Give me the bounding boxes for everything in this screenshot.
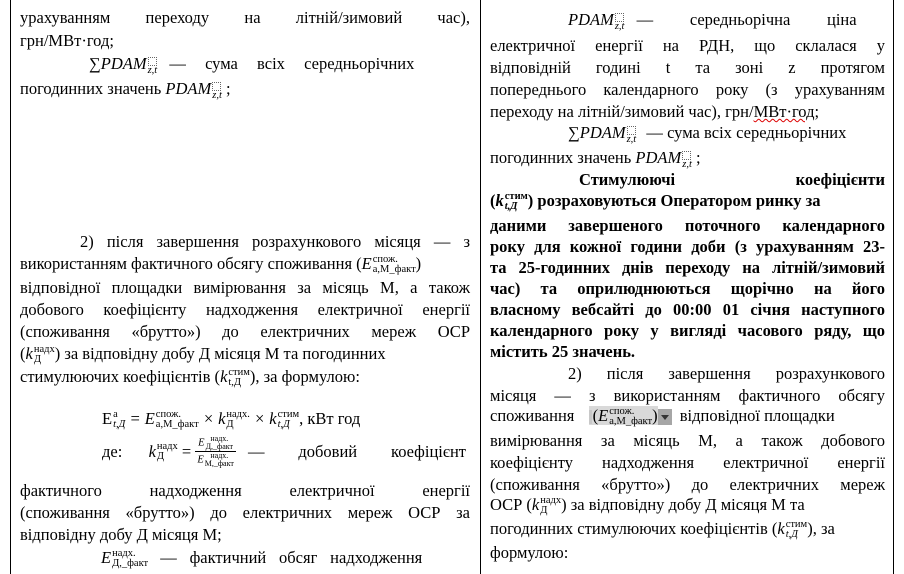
sum-definition-line <box>89 53 470 76</box>
paragraph-line: попереднього календарного року (з урахуванням <box>490 80 885 99</box>
sum-definition-line-2: погодинних значень PDAM z,t ; <box>20 79 231 101</box>
formula-coefficient: де: k надх Д = E надх. Д,_факт E надх. М,_факт — добовий коефіцієнт <box>102 434 466 468</box>
paragraph-line: використанням фактичного обсягу споживання (E спож. а,М_факт ) <box>20 254 422 276</box>
paragraph-line: (споживання «брутто») до електричних мереж ОСР за <box>20 503 470 522</box>
price-definition-line: PDAM z,t — середньорічна ціна <box>568 10 857 32</box>
paragraph-line: E надх. Д,_факт — фактичний обсяг надходження <box>101 548 423 570</box>
bold-paragraph-line: календарного року у вигляді часового ряду, що <box>490 321 885 340</box>
bold-paragraph-line: (k стим t,Д ) розраховуються Оператором ринку за <box>490 191 821 213</box>
paragraph-line: фактичного надходження електричної енергії <box>20 481 470 500</box>
paragraph-line: грн/МВт·год; <box>20 31 114 50</box>
paragraph-line: (споживання «брутто») до електричних мереж ОСР <box>20 322 470 341</box>
paragraph-line: урахуванням переходу на літній/зимовий час), <box>20 8 470 27</box>
bold-paragraph-line: Стимулюючі коефіцієнти <box>579 170 885 189</box>
equation-options-dropdown[interactable] <box>658 409 672 425</box>
paragraph-line: споживання (E спож. а,М_факт ) відповідної площадки <box>490 406 835 428</box>
sum-text: — сума всіх середньорічних <box>169 54 415 73</box>
paragraph-line: (k надх Д ) за відповідну добу Д місяця М та погодинних <box>20 344 386 366</box>
paragraph-line: добового коефіцієнту надходження електричної енергії <box>20 300 470 319</box>
table-border-left <box>10 0 11 574</box>
paragraph-line: стимулюючих коефіцієнтів (k стим t,Д ), за формулою: <box>20 367 360 389</box>
paragraph-line: (споживання «брутто») до електричних мереж <box>490 475 885 494</box>
paragraph-line: погодинних стимулюючих коефіцієнтів (k стим t,Д ), за <box>490 519 835 541</box>
equation-field[interactable]: (E спож. а,М_факт ) <box>589 406 658 425</box>
paragraph-line: місяця — з використанням фактичного обсягу <box>490 386 885 405</box>
sum-symbol: ∑PDAM <box>89 54 147 73</box>
bold-paragraph-line: час) та оприлюднюються щорічно на його <box>490 279 885 298</box>
paragraph-line: переходу на літній/зимовий час), грн/МВт·год; <box>490 102 820 121</box>
bold-paragraph-line: та 25-годинних днів переходу на літній/зимовий <box>490 258 885 277</box>
paragraph-line: електричної енергії на РДН, що склалася у <box>490 36 885 55</box>
paragraph-line: 2) після завершення розрахункового <box>568 364 885 383</box>
bold-paragraph-line: містить 25 значень. <box>490 342 636 361</box>
paragraph-line: формулою: <box>490 543 569 562</box>
sum-definition-line-2: погодинних значень PDAM z,t ; <box>490 148 701 170</box>
paragraph-line: 2) після завершення розрахункового місяця — з <box>80 232 470 251</box>
paragraph-line: ОСР (k надх Д ) за відповідну добу Д місяця М та <box>490 495 805 517</box>
paragraph-line: відповідній годині t та зоні z протягом <box>490 58 885 77</box>
bold-paragraph-line: власному вебсайті до 00:00 01 січня наступного <box>490 300 885 319</box>
paragraph-line: відповідну добу Д місяця М; <box>20 525 222 544</box>
paragraph-line: вимірювання за місяць М, а також добового <box>490 431 885 450</box>
table-border-right <box>893 0 894 574</box>
paragraph-line: відповідної площадки вимірювання за місяць М, а також <box>20 278 470 297</box>
spellcheck-underline: МВт·год <box>753 102 815 121</box>
fraction: E надх. Д,_факт E надх. М,_факт <box>197 434 234 468</box>
table-border-middle <box>480 0 481 574</box>
paragraph-line: коефіцієнту надходження електричної енергії <box>490 453 885 472</box>
sum-definition-line: ∑PDAM z,t — сума всіх середньорічних <box>568 123 847 145</box>
bold-paragraph-line: року для кожної години доби (з урахуванням 23- <box>490 237 885 256</box>
placeholder-sub: z,t <box>148 55 158 76</box>
formula-energy: Е а t,Д = E спож. а,М_факт × k надх. Д × k стим t,Д , кВт год <box>102 409 361 431</box>
bold-paragraph-line: даними завершеного поточного календарного <box>490 216 885 235</box>
